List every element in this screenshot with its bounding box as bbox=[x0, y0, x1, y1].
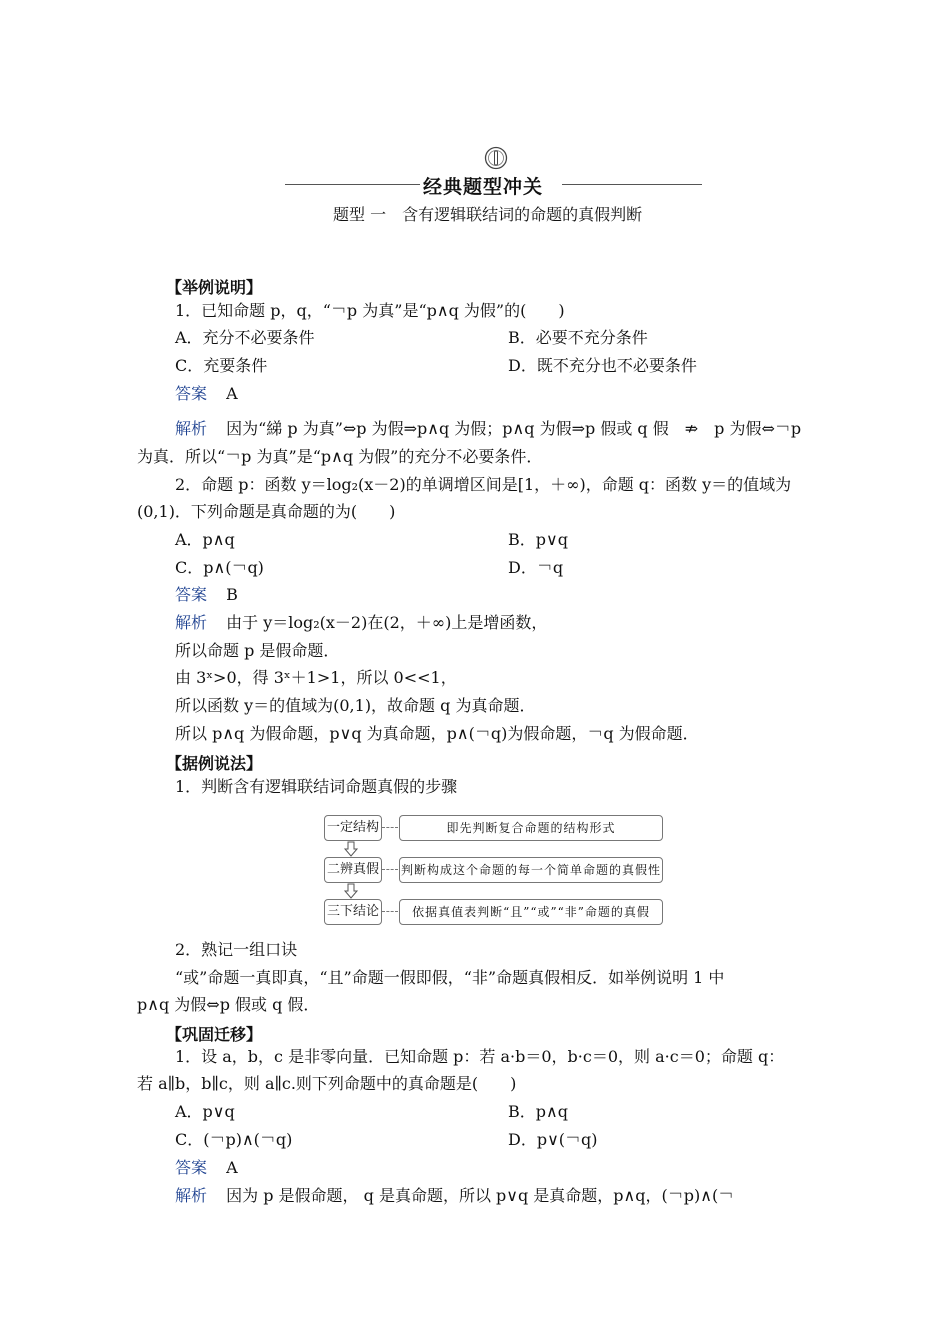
q1-analysis-line-2: 为真．所以“￢p 为真”是“p∧q 为假”的充分不必要条件． bbox=[137, 447, 543, 466]
question-2-stem-line-1: 2．命题 p：函数 y＝log₂(x－2)的单调增区间是[1，＋∞)，命题 q：函数 y＝的值域为 bbox=[175, 475, 792, 494]
method-item-1: 1．判断含有逻辑联结词命题真假的步骤 bbox=[175, 777, 458, 796]
flow-arrow-2 bbox=[343, 883, 359, 899]
q1-answer bbox=[175, 384, 238, 404]
header-ornament-icon bbox=[484, 146, 508, 170]
q1-option-c: C．充要条件 bbox=[175, 356, 268, 375]
q2-analysis-line-3: 由 3ˣ>0，得 3ˣ＋1>1，所以 0<<1， bbox=[175, 668, 457, 687]
question-2-stem-line-2: (0,1)．下列命题是真命题的为( ) bbox=[137, 502, 396, 521]
answer-label: 答案 bbox=[175, 585, 208, 604]
q1-option-b: B．必要不充分条件 bbox=[508, 328, 648, 347]
flow-step-1: 一定结构 bbox=[324, 815, 382, 841]
q2-analysis-line-2: 所以命题 p 是假命题． bbox=[175, 641, 340, 660]
practice-answer bbox=[175, 1158, 238, 1178]
practice-1-stem-line-2: 若 a∥b，b∥c，则 a∥c.则下列命题中的真命题是( ) bbox=[137, 1074, 517, 1093]
q2-option-a: A．p∧q bbox=[175, 530, 235, 549]
flow-desc-2: 判断构成这个命题的每一个简单命题的真假性 bbox=[399, 857, 663, 883]
flow-step-3: 三下结论 bbox=[324, 899, 382, 925]
analysis-label: 解析 bbox=[175, 419, 208, 438]
q1-option-d: D．既不充分也不必要条件 bbox=[508, 356, 697, 375]
method-item-2: 2．熟记一组口诀 bbox=[175, 940, 298, 959]
flow-desc-1: 即先判断复合命题的结构形式 bbox=[399, 815, 663, 841]
mnemonic-line-2: p∧q 为假⇔p 假或 q 假． bbox=[137, 995, 320, 1014]
q2-analysis-line-4: 所以函数 y＝的值域为(0,1)，故命题 q 为真命题． bbox=[175, 696, 536, 715]
practice-option-a: A．p∨q bbox=[175, 1102, 235, 1121]
q2-answer bbox=[175, 585, 238, 605]
analysis-text: 因为 p 是假命题， q 是真命题，所以 p∨q 是真命题，p∧q，(￢p)∧(￢ bbox=[226, 1186, 735, 1205]
answer-value: A bbox=[226, 384, 238, 403]
analysis-text: 由于 y＝log₂(x－2)在(2，＋∞)上是增函数， bbox=[226, 613, 548, 632]
analysis-label: 解析 bbox=[175, 613, 208, 632]
answer-value: B bbox=[226, 585, 238, 604]
title-rule-right bbox=[562, 184, 702, 185]
analysis-text: 因为“綈 p 为真”⇔p 为假⇒p∧q 为假；p∧q 为假⇒p 假或 q 假 ⇏ p 为假⇔￢p bbox=[226, 419, 802, 438]
q1-analysis-line-1 bbox=[175, 419, 801, 439]
q2-analysis-line-1 bbox=[175, 613, 547, 633]
flow-dash-2 bbox=[382, 869, 398, 870]
flow-desc-3: 依据真值表判断“且”“或”“非”命题的真假 bbox=[399, 899, 663, 925]
analysis-label: 解析 bbox=[175, 1186, 208, 1205]
section-heading-examples: 【举例说明】 bbox=[166, 278, 263, 297]
flow-step-2: 二辨真假 bbox=[324, 857, 382, 883]
mnemonic-line-1: “或”命题一真即真，“且”命题一假即假，“非”命题真假相反．如举例说明 1 中 bbox=[175, 968, 725, 987]
practice-1-stem-line-1: 1．设 a，b，c 是非零向量．已知命题 p：若 a·b＝0，b·c＝0，则 a·c＝0；命题 q： bbox=[175, 1047, 785, 1066]
practice-analysis-line-1 bbox=[175, 1186, 734, 1206]
practice-option-d: D．p∨(￢q) bbox=[508, 1130, 598, 1149]
answer-value: A bbox=[226, 1158, 238, 1177]
q2-option-d: D．￢q bbox=[508, 558, 564, 577]
practice-option-c: C．(￢p)∧(￢q) bbox=[175, 1130, 293, 1149]
practice-option-b: B．p∧q bbox=[508, 1102, 568, 1121]
answer-label: 答案 bbox=[175, 384, 208, 403]
flow-arrow-1 bbox=[343, 841, 359, 857]
page-subtitle: 题型 一 含有逻辑联结词的命题的真假判断 bbox=[333, 205, 643, 224]
q1-option-a: A．充分不必要条件 bbox=[175, 328, 315, 347]
q2-analysis-line-5: 所以 p∧q 为假命题，p∨q 为真命题，p∧(￢q)为假命题，￢q 为假命题． bbox=[175, 724, 699, 743]
flow-dash-1 bbox=[382, 827, 398, 828]
q2-option-b: B．p∨q bbox=[508, 530, 568, 549]
q2-option-c: C．p∧(￢q) bbox=[175, 558, 264, 577]
answer-label: 答案 bbox=[175, 1158, 208, 1177]
section-heading-practice: 【巩固迁移】 bbox=[166, 1025, 263, 1044]
flow-dash-3 bbox=[382, 911, 398, 912]
title-rule-left bbox=[285, 184, 420, 185]
page-title: 经典题型冲关 bbox=[423, 176, 544, 198]
section-heading-method: 【据例说法】 bbox=[166, 754, 263, 773]
question-1-stem: 1．已知命题 p，q，“￢p 为真”是“p∧q 为假”的( ) bbox=[175, 301, 565, 320]
